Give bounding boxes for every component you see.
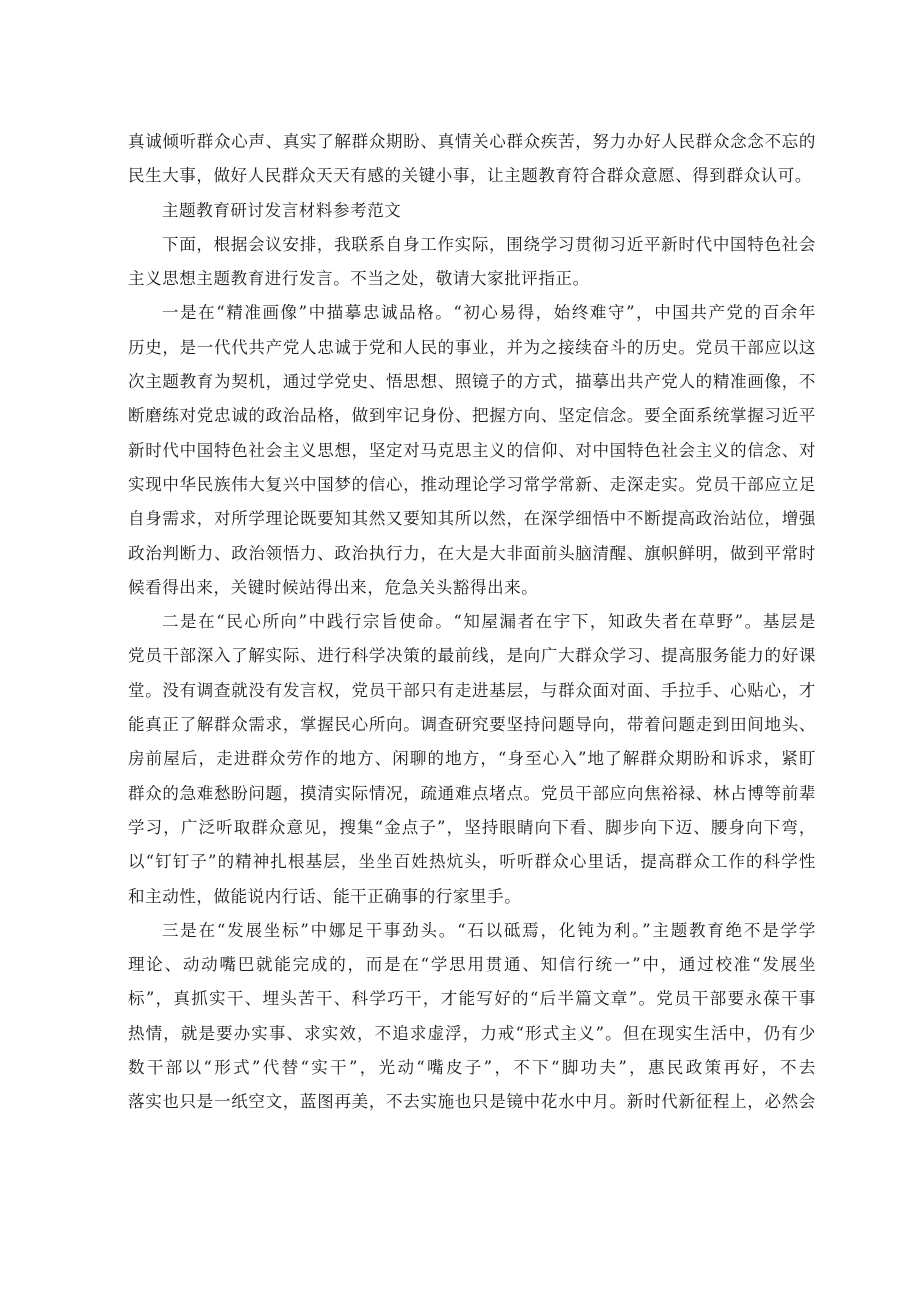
text-line: 以“钉钉子”的精神扎根基层，坐坐百姓热炕头，听听群众心里话，提高群众工作的科学性 <box>128 852 816 872</box>
text-line: 断磨练对党忠诚的政治品格，做到牢记身份、把握方向、坚定信念。要全面系统掌握习近平 <box>128 406 816 426</box>
document-page <box>128 125 816 1120</box>
text-line: 理论、动动嘴巴就能完成的，而是在“学思用贯通、知信行统一”中，通过校准“发展坐 <box>128 955 816 975</box>
text-line: 落实也只是一纸空文，蓝图再美，不去实施也只是镜中花水中月。新时代新征程上，必然会 <box>128 1092 816 1112</box>
text-line: 堂。没有调查就没有发言权，党员干部只有走进基层，与群众面对面、手拉手、心贴心，才 <box>128 680 816 700</box>
text-line: 新时代中国特色社会主义思想，坚定对马克思主义的信仰、对中国特色社会主义的信念、对 <box>128 440 816 460</box>
heading-text: 主题教育研讨发言材料参考范文 <box>162 200 402 220</box>
text-line: 候看得出来，关键时候站得出来，危急关头豁得出来。 <box>128 577 539 597</box>
text-line: 下面，根据会议安排，我联系自身工作实际，围绕学习贯彻习近平新时代中国特色社会 <box>162 234 816 254</box>
text-line: 真诚倾听群众心声、真实了解群众期盼、真情关心群众疾苦，努力办好人民群众念念不忘的 <box>128 132 816 151</box>
text-line: 党员干部深入了解实际、进行科学决策的最前线，是向广大群众学习、提高服务能力的好课 <box>128 646 816 666</box>
document-heading <box>128 194 816 228</box>
paragraph <box>128 125 816 194</box>
text-line: 实现中华民族伟大复兴中国梦的信心，推动理论学习常学常新、走深走实。党员干部应立足 <box>128 474 816 494</box>
text-line: 能真正了解群众需求，掌握民心所向。调查研究要坚持问题导向，带着问题走到田间地头、 <box>128 715 816 735</box>
text-line: 自身需求，对所学理论既要知其然又要知其所以然，在深学细悟中不断提高政治站位，增强 <box>128 509 816 529</box>
text-line: 次主题教育为契机，通过学党史、悟思想、照镜子的方式，描摹出共产党人的精准画像，不 <box>128 372 816 392</box>
text-line: 热情，就是要办实事、求实效，不追求虚浮，力戒“形式主义”。但在现实生活中，仍有少 <box>128 1023 816 1043</box>
paragraph <box>128 228 816 297</box>
text-line: 群众的急难愁盼问题，摸清实际情况，疏通难点堵点。党员干部应向焦裕禄、林占博等前辈 <box>128 783 816 803</box>
text-line: 主义思想主题教育进行发言。不当之处，敬请大家批评指正。 <box>128 269 590 289</box>
text-line: 学习，广泛听取群众意见，搜集“金点子”，坚持眼睛向下看、脚步向下迈、腰身向下弯， <box>128 817 816 837</box>
paragraph <box>128 914 816 1120</box>
text-line: 和主动性，做能说内行话、能干正确事的行家里手。 <box>128 886 522 906</box>
paragraph <box>128 296 816 605</box>
text-line: 政治判断力、政治领悟力、政治执行力，在大是大非面前头脑清醒、旗帜鲜明，做到平常时 <box>128 543 816 563</box>
text-line: 标”，真抓实干、埋头苦干、科学巧干，才能写好的“后半篇文章”。党员干部要永葆干事 <box>128 989 816 1009</box>
text-line: 历史，是一代代共产党人忠诚于党和人民的事业，并为之接续奋斗的历史。党员干部应以这 <box>128 337 816 357</box>
text-line: 二是在“民心所向”中践行宗旨使命。“知屋漏者在宇下，知政失者在草野”。基层是 <box>162 612 816 632</box>
text-line: 民生大事，做好人民群众天天有感的关键小事，让主题教育符合群众意愿、得到群众认可。 <box>128 166 812 186</box>
text-line: 一是在“精准画像”中描摹忠诚品格。“初心易得，始终难守”，中国共产党的百余年 <box>162 303 816 323</box>
text-line: 三是在“发展坐标”中娜足干事劲头。“石以砥焉，化钝为利。”主题教育绝不是学学 <box>162 920 816 940</box>
text-line: 数干部以“形式”代替“实干”，光动“嘴皮子”，不下“脚功夫”，惠民政策再好，不去 <box>128 1058 816 1078</box>
text-line: 房前屋后，走进群众劳作的地方、闲聊的地方，“身至心入”地了解群众期盼和诉求，紧盯 <box>128 749 816 769</box>
paragraph <box>128 605 816 914</box>
